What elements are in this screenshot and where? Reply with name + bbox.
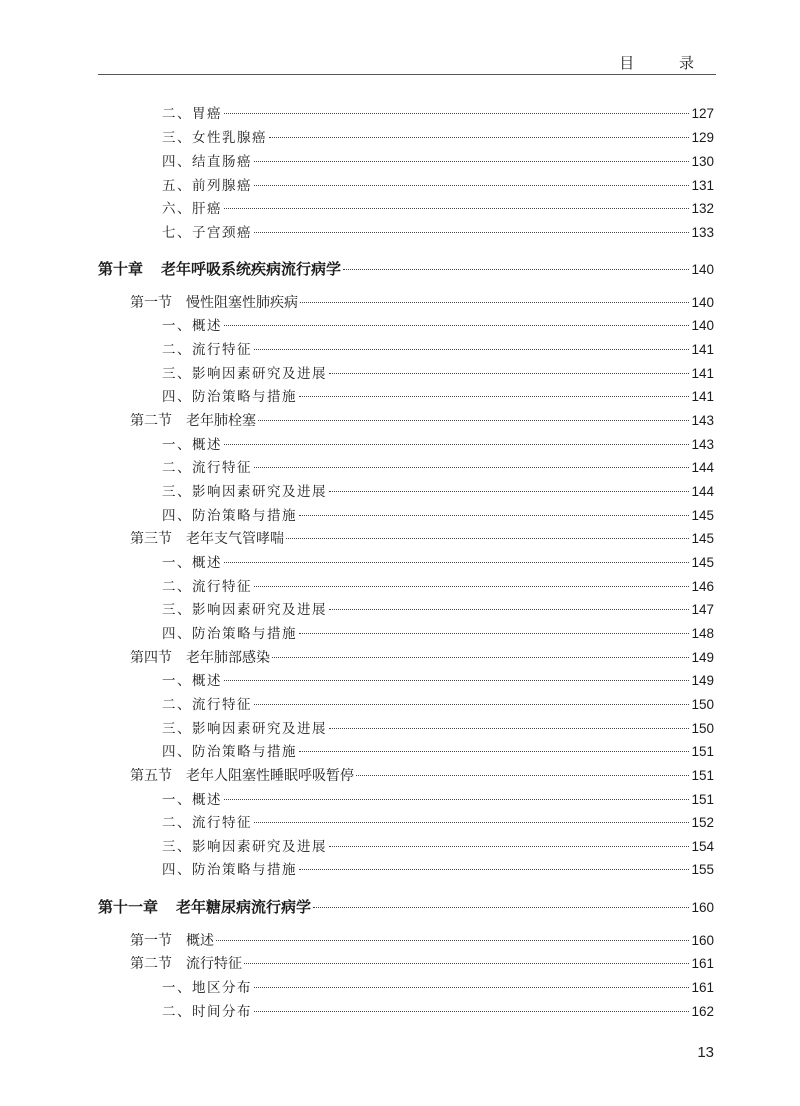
toc-item[interactable]: 三、影响因素研究及进展 150 xyxy=(162,721,714,737)
toc-section[interactable]: 第二节 老年肺栓塞 143 xyxy=(130,413,714,429)
toc-item[interactable]: 一、地区分布 161 xyxy=(162,980,714,996)
toc-item[interactable]: 一、概述 143 xyxy=(162,437,714,453)
toc-item[interactable]: 三、影响因素研究及进展 141 xyxy=(162,366,714,382)
toc-item[interactable]: 一、概述 151 xyxy=(162,792,714,808)
toc-item[interactable]: 三、影响因素研究及进展 147 xyxy=(162,602,714,618)
toc-item[interactable]: 二、时间分布 162 xyxy=(162,1004,714,1020)
running-header: 目 录 xyxy=(619,54,714,72)
toc-item[interactable]: 四、结直肠癌 130 xyxy=(162,154,714,170)
toc-item[interactable]: 二、流行特征 141 xyxy=(162,342,714,358)
toc-item[interactable]: 四、防治策略与措施 145 xyxy=(162,508,714,524)
toc-item[interactable]: 三、影响因素研究及进展 154 xyxy=(162,839,714,855)
toc-section[interactable]: 第五节 老年人阻塞性睡眠呼吸暂停 151 xyxy=(130,768,714,784)
toc-chapter[interactable]: 第十章 老年呼吸系统疾病流行病学 140 xyxy=(98,260,714,278)
toc-section[interactable]: 第三节 老年支气管哮喘 145 xyxy=(130,531,714,547)
toc-chapter[interactable]: 第十一章 老年糖尿病流行病学 160 xyxy=(98,898,714,916)
toc-item[interactable]: 四、防治策略与措施 155 xyxy=(162,862,714,878)
toc-item[interactable]: 一、概述 149 xyxy=(162,673,714,689)
toc-section[interactable]: 第一节 概述 160 xyxy=(130,933,714,949)
toc-section[interactable]: 第二节 流行特征 161 xyxy=(130,956,714,972)
toc-item[interactable]: 四、防治策略与措施 141 xyxy=(162,389,714,405)
toc-item[interactable]: 三、女性乳腺癌 129 xyxy=(162,130,714,146)
toc-item[interactable]: 二、流行特征 146 xyxy=(162,579,714,595)
toc-item[interactable]: 一、概述 145 xyxy=(162,555,714,571)
toc-item[interactable]: 五、前列腺癌 131 xyxy=(162,178,714,194)
toc-item[interactable]: 二、流行特征 144 xyxy=(162,460,714,476)
toc-item[interactable]: 二、流行特征 150 xyxy=(162,697,714,713)
toc-item[interactable]: 四、防治策略与措施 151 xyxy=(162,744,714,760)
toc-section[interactable]: 第四节 老年肺部感染 149 xyxy=(130,650,714,666)
page-number: 13 xyxy=(697,1044,714,1061)
toc-item[interactable]: 二、流行特征 152 xyxy=(162,815,714,831)
toc-item[interactable]: 三、影响因素研究及进展 144 xyxy=(162,484,714,500)
toc-item[interactable]: 一、概述 140 xyxy=(162,318,714,334)
toc-section[interactable]: 第一节 慢性阻塞性肺疾病 140 xyxy=(130,295,714,311)
toc-item[interactable]: 四、防治策略与措施 148 xyxy=(162,626,714,642)
toc-item[interactable]: 七、子宫颈癌 133 xyxy=(162,225,714,241)
toc-item[interactable]: 二、胃癌 127 xyxy=(162,106,714,122)
toc-item[interactable]: 六、肝癌 132 xyxy=(162,201,714,217)
